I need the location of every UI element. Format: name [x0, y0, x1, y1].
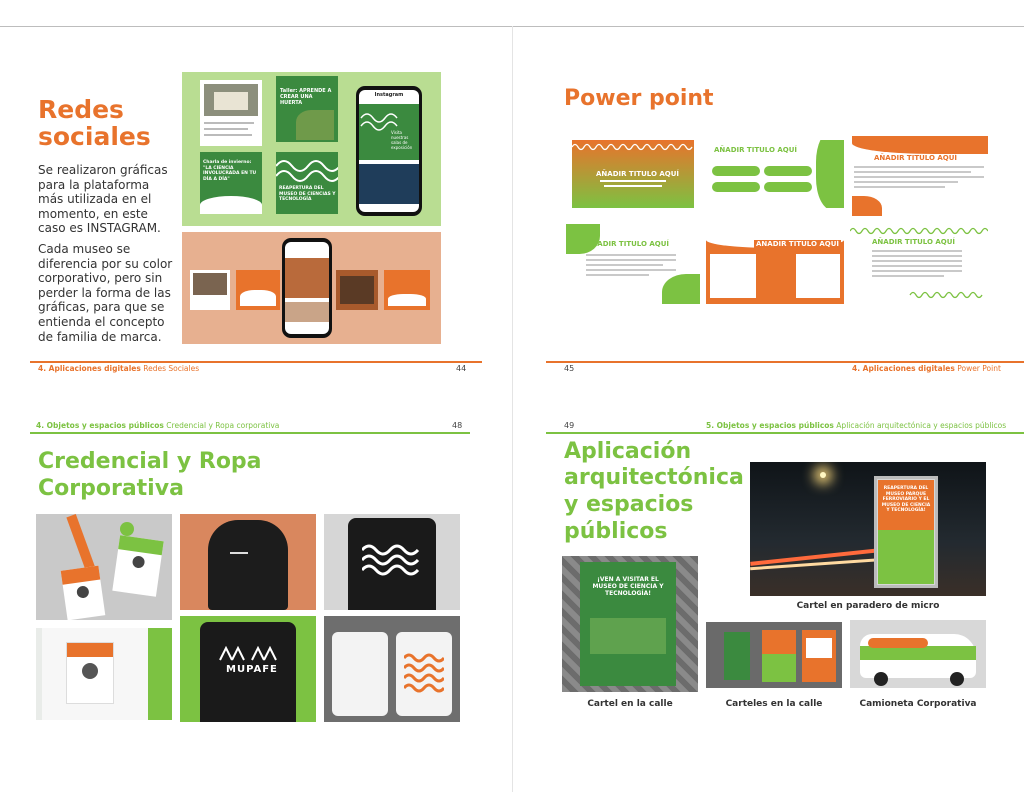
footer-rule	[546, 361, 1024, 363]
shirt-brand: MUPAFE	[226, 664, 278, 675]
page-title: y espacios	[564, 492, 694, 517]
page-title: sociales	[38, 122, 151, 151]
post-museum	[200, 80, 262, 146]
bus-stop-photo: REAPERTURA DEL MUSEO PARQUE FERROVIARIO Y EL MUSEO DE CIENCIA Y TECNOLOGÍA!	[750, 462, 986, 596]
header-rule	[30, 432, 470, 434]
caption: Camioneta Corporativa	[859, 699, 977, 709]
page-title: Power point	[564, 86, 714, 111]
page-title: públicos	[564, 519, 668, 544]
header-section: 4. Objetos y espacios públicos Credencial y Ropa corporativa	[36, 421, 280, 430]
caption: Cartel en paradero de micro	[796, 601, 940, 611]
footer-rule	[30, 361, 482, 363]
slide-content-list: AÑADIR TITULO AQUÍ	[850, 226, 988, 304]
caption: Cartel en la calle	[587, 699, 673, 709]
page-title: arquitectónica	[564, 465, 744, 490]
slide-cover: AÑADIR TITULO AQUÍ	[572, 140, 694, 208]
post-talk: Charla de invierno: "LA CIENCIA INVOLUCRADA EN TU DÍA A DÍA"	[200, 152, 262, 214]
header-section: 5. Objetos y espacios públicos Aplicación arquitectónica y espacios públicos	[706, 421, 1007, 430]
hoodie-photo	[180, 514, 316, 610]
page-title: Credencial y Ropa	[38, 449, 262, 474]
phone-mockup	[282, 238, 332, 338]
page-number: 48	[452, 421, 463, 430]
logo-icon	[218, 646, 278, 662]
caption: Carteles en la calle	[725, 699, 823, 709]
paragraph: Se realizaron gráficas para la plataforma más utilizada en el momento, en este caso es INSTAGRAM.	[38, 163, 168, 236]
footer-section: 4. Aplicaciones digitales Redes Sociales	[38, 364, 200, 373]
slide-content-green: AÑADIR TITULO AQUÍ	[566, 224, 700, 304]
van-photo	[850, 620, 986, 688]
slide-agenda: AÑADIR TITULO AQUÍ	[708, 140, 844, 208]
post-reopening: REAPERTURA DEL MUSEO DE CIENCIAS Y TECNOLOGÍA	[276, 152, 338, 214]
credential-photo	[36, 514, 172, 620]
page-title: Corporativa	[38, 476, 184, 501]
footer-section: 4. Aplicaciones digitales Power Point	[852, 364, 1001, 373]
wave-pattern-icon	[362, 542, 422, 582]
page-number: 49	[564, 421, 575, 430]
center-divider	[512, 26, 513, 792]
street-posters-photo	[706, 622, 842, 688]
paragraph: Cada museo se diferencia por su color corporativo, pero sin perder la forma de las gráficas, para que se entienda el concepto de familia de marca.	[38, 242, 173, 344]
tshirt-mupafe-photo	[180, 616, 316, 722]
instagram-peach-board	[182, 232, 441, 344]
slide-content-orange: AÑADIR TITULO AQUÍ	[852, 136, 988, 216]
phone-mockup: Instagram Visita nuestras salas de exposición	[356, 86, 422, 216]
page-title: Redes	[38, 95, 124, 124]
tshirt-wave-photo	[324, 514, 460, 610]
page-title: Aplicación	[564, 439, 692, 464]
post-workshop: Taller: APRENDE A CREAR UNA HUERTA	[276, 76, 338, 142]
instagram-green-board	[182, 72, 441, 226]
page-number: 44	[456, 364, 467, 373]
header-rule	[546, 432, 1024, 434]
slide-content-split: AÑADIR TITULO AQUÍ	[706, 232, 844, 304]
sweatshirts-photo	[324, 616, 460, 722]
wave-pattern-icon	[404, 652, 444, 702]
page-number: 45	[564, 364, 575, 373]
wave-pattern-icon	[276, 152, 338, 214]
street-poster-photo: ¡VEN A VISITAR EL MUSEO DE CIENCIA Y TECNOLOGÍA!	[562, 556, 698, 692]
shirt-badge-photo	[36, 628, 172, 720]
